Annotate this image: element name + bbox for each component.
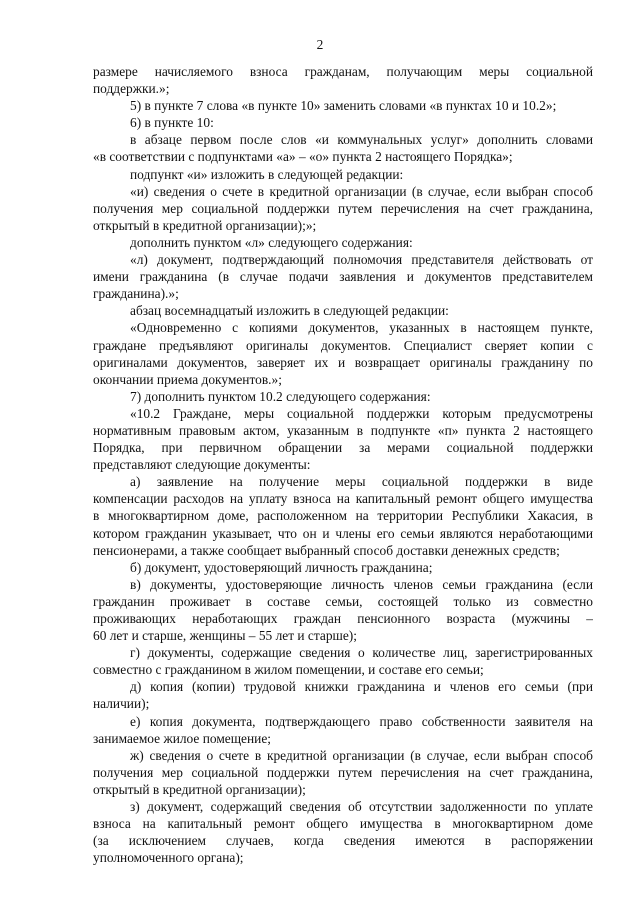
text-line: подпункт «и» изложить в следующей редакции: — [130, 166, 404, 182]
text-line: наличии); — [93, 696, 150, 712]
text-line: з) документ, содержащий сведения об отсутствии задолженности по уплате — [130, 799, 593, 815]
text-line: 60 лет и старше, женщины – 55 лет и старше); — [93, 628, 357, 644]
text-line: занимаемое жилое помещение; — [93, 730, 271, 746]
text-line: е) копия документа, подтверждающего право собственности заявителя на — [130, 713, 593, 729]
text-line: представляют следующие документы: — [93, 457, 311, 473]
text-line: нормативным правовым актом, указанным в подпункте «п» пункта 2 настоящего — [93, 422, 593, 438]
text-line: гражданина).»; — [93, 286, 179, 302]
page-number: 2 — [316, 37, 324, 52]
text-line: в абзаце первом после слов «и коммунальных услуг» дополнить словами — [130, 132, 593, 148]
text-line: размере начисляемого взноса гражданам, получающим меры социальной — [93, 64, 593, 79]
text-line: 7) дополнить пунктом 10.2 следующего содержания: — [130, 388, 431, 404]
text-line: «л) документ, подтверждающий полномочия представителя действовать от — [130, 252, 593, 268]
text-line: б) документ, удостоверяющий личность гражданина; — [130, 559, 433, 575]
text-line: получения мер социальной поддержки путем перечисления на счет гражданина, — [93, 764, 593, 780]
text-line: проживающих неработающих граждан пенсионного возраста (мужчины – — [93, 611, 593, 626]
text-line: (за исключением случаев, когда сведения имеются в распоряжении — [93, 833, 593, 849]
text-line: имени гражданина (в случае подачи заявления и документов представителем — [93, 269, 593, 285]
text-line: взноса на капитальный ремонт общего имущества в многоквартирном доме — [93, 816, 593, 832]
text-line: абзац восемнадцатый изложить в следующей редакции: — [130, 303, 449, 319]
text-line: котором гражданин указывает, что он и члены его семьи являются неработающими — [93, 525, 593, 541]
text-line: граждане предъявляют оригиналы документов. Специалист сверяет копии с — [93, 337, 593, 353]
text-line: «10.2 Граждане, меры социальной поддержки которым предусмотрены — [130, 405, 593, 421]
text-line: уполномоченного органа); — [93, 850, 244, 866]
text-line: г) документы, содержащие сведения о количестве лиц, зарегистрированных — [130, 645, 593, 661]
text-line: в) документы, удостоверяющие личность членов семьи гражданина (если — [130, 576, 593, 592]
text-line: компенсации расходов на уплату взноса на капитальный ремонт общего имущества — [93, 491, 593, 507]
text-line: поддержки.»; — [93, 81, 170, 97]
text-line: ж) сведения о счете в кредитной организации (в случае, если выбран способ — [130, 747, 593, 763]
text-line: д) копия (копии) трудовой книжки гражданина и членов его семьи (при — [130, 679, 593, 695]
text-line: дополнить пунктом «л» следующего содержания: — [130, 234, 413, 250]
text-line: «и) сведения о счете в кредитной организации (в случае, если выбран способ — [130, 183, 593, 199]
text-line: оригиналами документов, заверяет их и возвращает оригиналы гражданину по — [93, 354, 593, 370]
text-line: получения мер социальной поддержки путем перечисления на счет гражданина, — [93, 200, 593, 216]
text-line: «Одновременно с копиями документов, указанных в настоящем пункте, — [130, 320, 593, 336]
text-line: в многоквартирном доме, расположенном на территории Республики Хакасия, в — [93, 508, 593, 524]
text-line: гражданин проживает в составе семьи, состоящей только из совместно — [93, 593, 593, 609]
text-line: открытый в кредитной организации);»; — [93, 217, 317, 233]
document-body — [93, 63, 593, 866]
text-line: а) заявление на получение меры социальной поддержки в виде — [130, 474, 593, 490]
text-line: совместно с гражданином в жилом помещении, и составе его семьи; — [93, 662, 484, 678]
text-line: открытый в кредитной организации); — [93, 781, 306, 797]
text-line: Порядка, при первичном обращении за мерами социальной поддержки — [93, 440, 593, 456]
text-line: «в соответствии с подпунктами «а» – «о» пункта 2 настоящего Порядка»; — [93, 149, 513, 165]
text-line: 5) в пункте 7 слова «в пункте 10» заменить словами «в пунктах 10 и 10.2»; — [130, 98, 557, 114]
text-line: окончании приема документов.»; — [93, 371, 282, 387]
text-line: пенсионерами, а также сообщает выбранный способ доставки денежных средств; — [93, 542, 560, 558]
text-line: 6) в пункте 10: — [130, 115, 214, 131]
